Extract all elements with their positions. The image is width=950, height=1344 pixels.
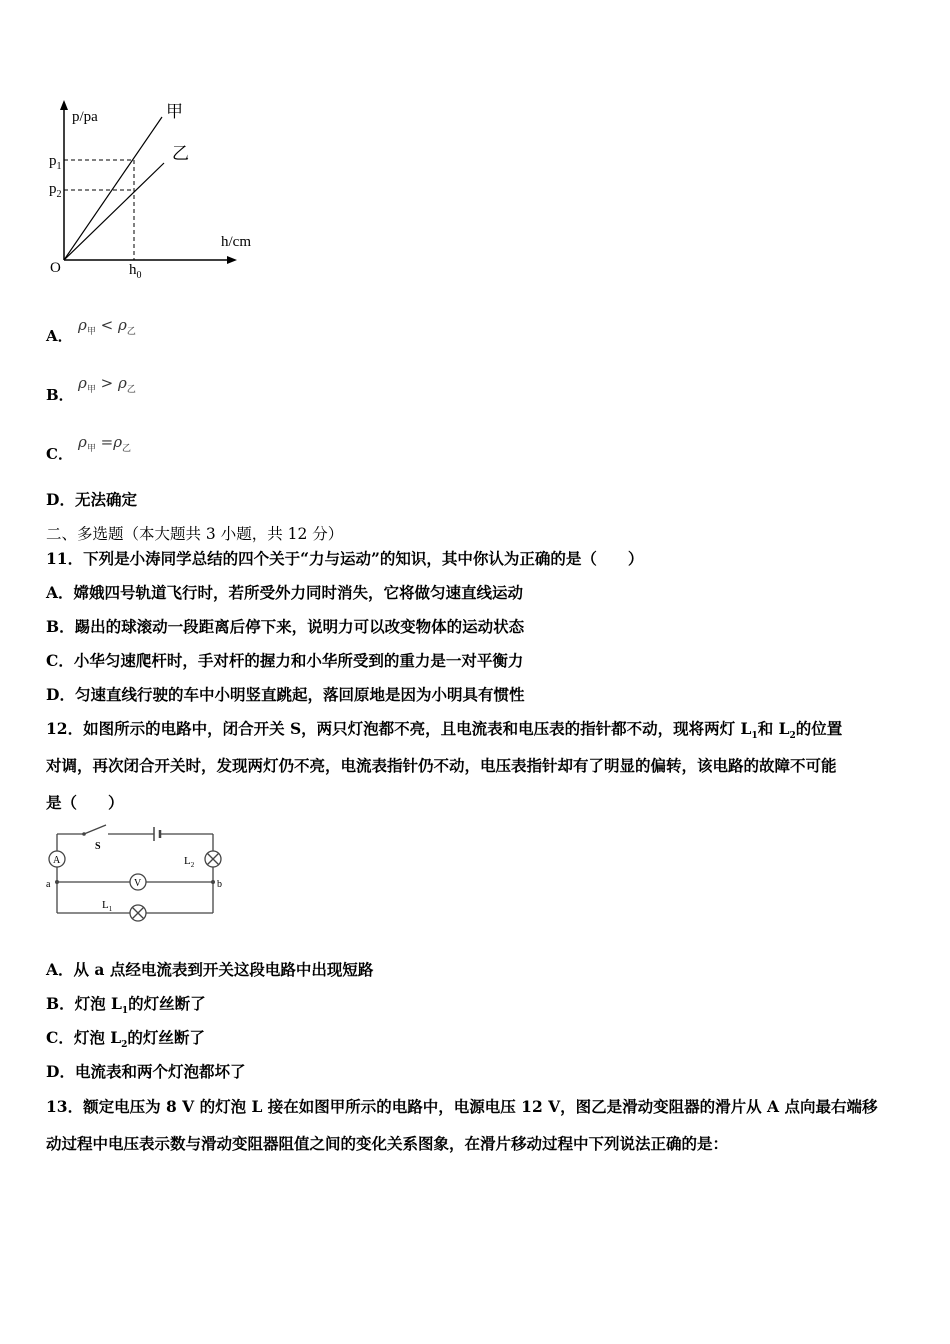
voltmeter-label: V xyxy=(134,878,142,889)
y-axis-label: p/pa xyxy=(72,109,98,125)
q12-stem-line2: 对调，再次闭合开关时，发现两灯仍不亮，电流表指针仍不动，电压表指针却有了明显的偏转，该电路的故障不可能 xyxy=(46,756,837,775)
h0-label: $h_0$ xyxy=(129,262,142,281)
line-yi-label: 乙 xyxy=(172,144,189,163)
q10-option-a-letter: A． xyxy=(46,327,73,345)
origin-label: O xyxy=(50,260,61,276)
line-yi xyxy=(64,163,164,260)
section2-title: 二、多选题（本大题共 3 小题，共 12 分） xyxy=(46,525,344,543)
pressure-depth-graph xyxy=(40,95,270,285)
node-b-label: b xyxy=(217,879,222,890)
switch-blade xyxy=(84,825,106,834)
q12-stem-line3: 是（ ） xyxy=(46,793,124,812)
node-a-label: a xyxy=(46,879,51,890)
lamp2-label: $L_2$ xyxy=(184,855,195,869)
q12-option-a: A．从 a 点经电流表到开关这段电路中出现短路 xyxy=(46,960,374,979)
q13-stem-line2: 动过程中电压表示数与滑动变阻器阻值之间的变化关系图象，在滑片移动过程中下列说法正确的是： xyxy=(46,1134,729,1153)
q12-option-c: C．灯泡 $L_2$的灯丝断了 xyxy=(46,1028,205,1051)
q12-option-b: B．灯泡 $L_1$的灯丝断了 xyxy=(46,994,206,1017)
q10-option-b-letter: B． xyxy=(46,386,74,404)
line-jia-label: 甲 xyxy=(166,102,183,121)
q11-stem: 11．下列是小涛同学总结的四个关于“力与运动”的知识，其中你认为正确的是（ ） xyxy=(46,549,644,568)
x-axis-arrow xyxy=(227,256,237,264)
q11-option-b: B．踢出的球滚动一段距离后停下来，说明力可以改变物体的运动状态 xyxy=(46,617,525,636)
q12-circuit-diagram xyxy=(44,820,234,925)
q10-option-c-letter: C． xyxy=(46,445,73,463)
switch-label: S xyxy=(95,841,101,852)
p2-label: $p_2$ xyxy=(49,181,62,200)
x-axis-label: h/cm xyxy=(221,234,251,250)
lamp1-label: $L_1$ xyxy=(102,899,113,913)
q12-option-d: D．电流表和两个灯泡都坏了 xyxy=(46,1062,246,1081)
q10-option-b-formula: $\rho_甲 > \rho_乙$ xyxy=(78,374,136,395)
q11-option-c: C．小华匀速爬杆时，手对杆的握力和小华所受到的重力是一对平衡力 xyxy=(46,651,524,670)
p1-label: $p_1$ xyxy=(49,153,62,172)
q10-option-c-formula: $\rho_甲 =\rho_乙$ xyxy=(78,433,132,454)
ammeter-label: A xyxy=(53,855,61,866)
q11-option-d: D．匀速直线行驶的车中小明竖直跳起，落回原地是因为小明具有惯性 xyxy=(46,685,525,704)
line-jia xyxy=(64,117,162,260)
q13-stem-line1: 13．额定电压为 8 V 的灯泡 L 接在如图甲所示的电路中，电源电压 12 V，图乙是滑动变阻器的滑片从 A 点向最右端移 xyxy=(46,1097,878,1116)
q12-stem-line1: 12．如图所示的电路中，闭合开关 S，两只灯泡都不亮，且电流表和电压表的指针都不动，现将两灯 $L_1$和 $L_2$的位置 xyxy=(46,719,843,742)
q10-option-d: D．无法确定 xyxy=(46,490,137,509)
q10-option-a-formula: $\rho_甲 < \rho_乙$ xyxy=(78,316,136,337)
q11-option-a: A．嫦娥四号轨道飞行时，若所受外力同时消失，它将做匀速直线运动 xyxy=(46,583,524,602)
y-axis-arrow xyxy=(60,100,68,110)
